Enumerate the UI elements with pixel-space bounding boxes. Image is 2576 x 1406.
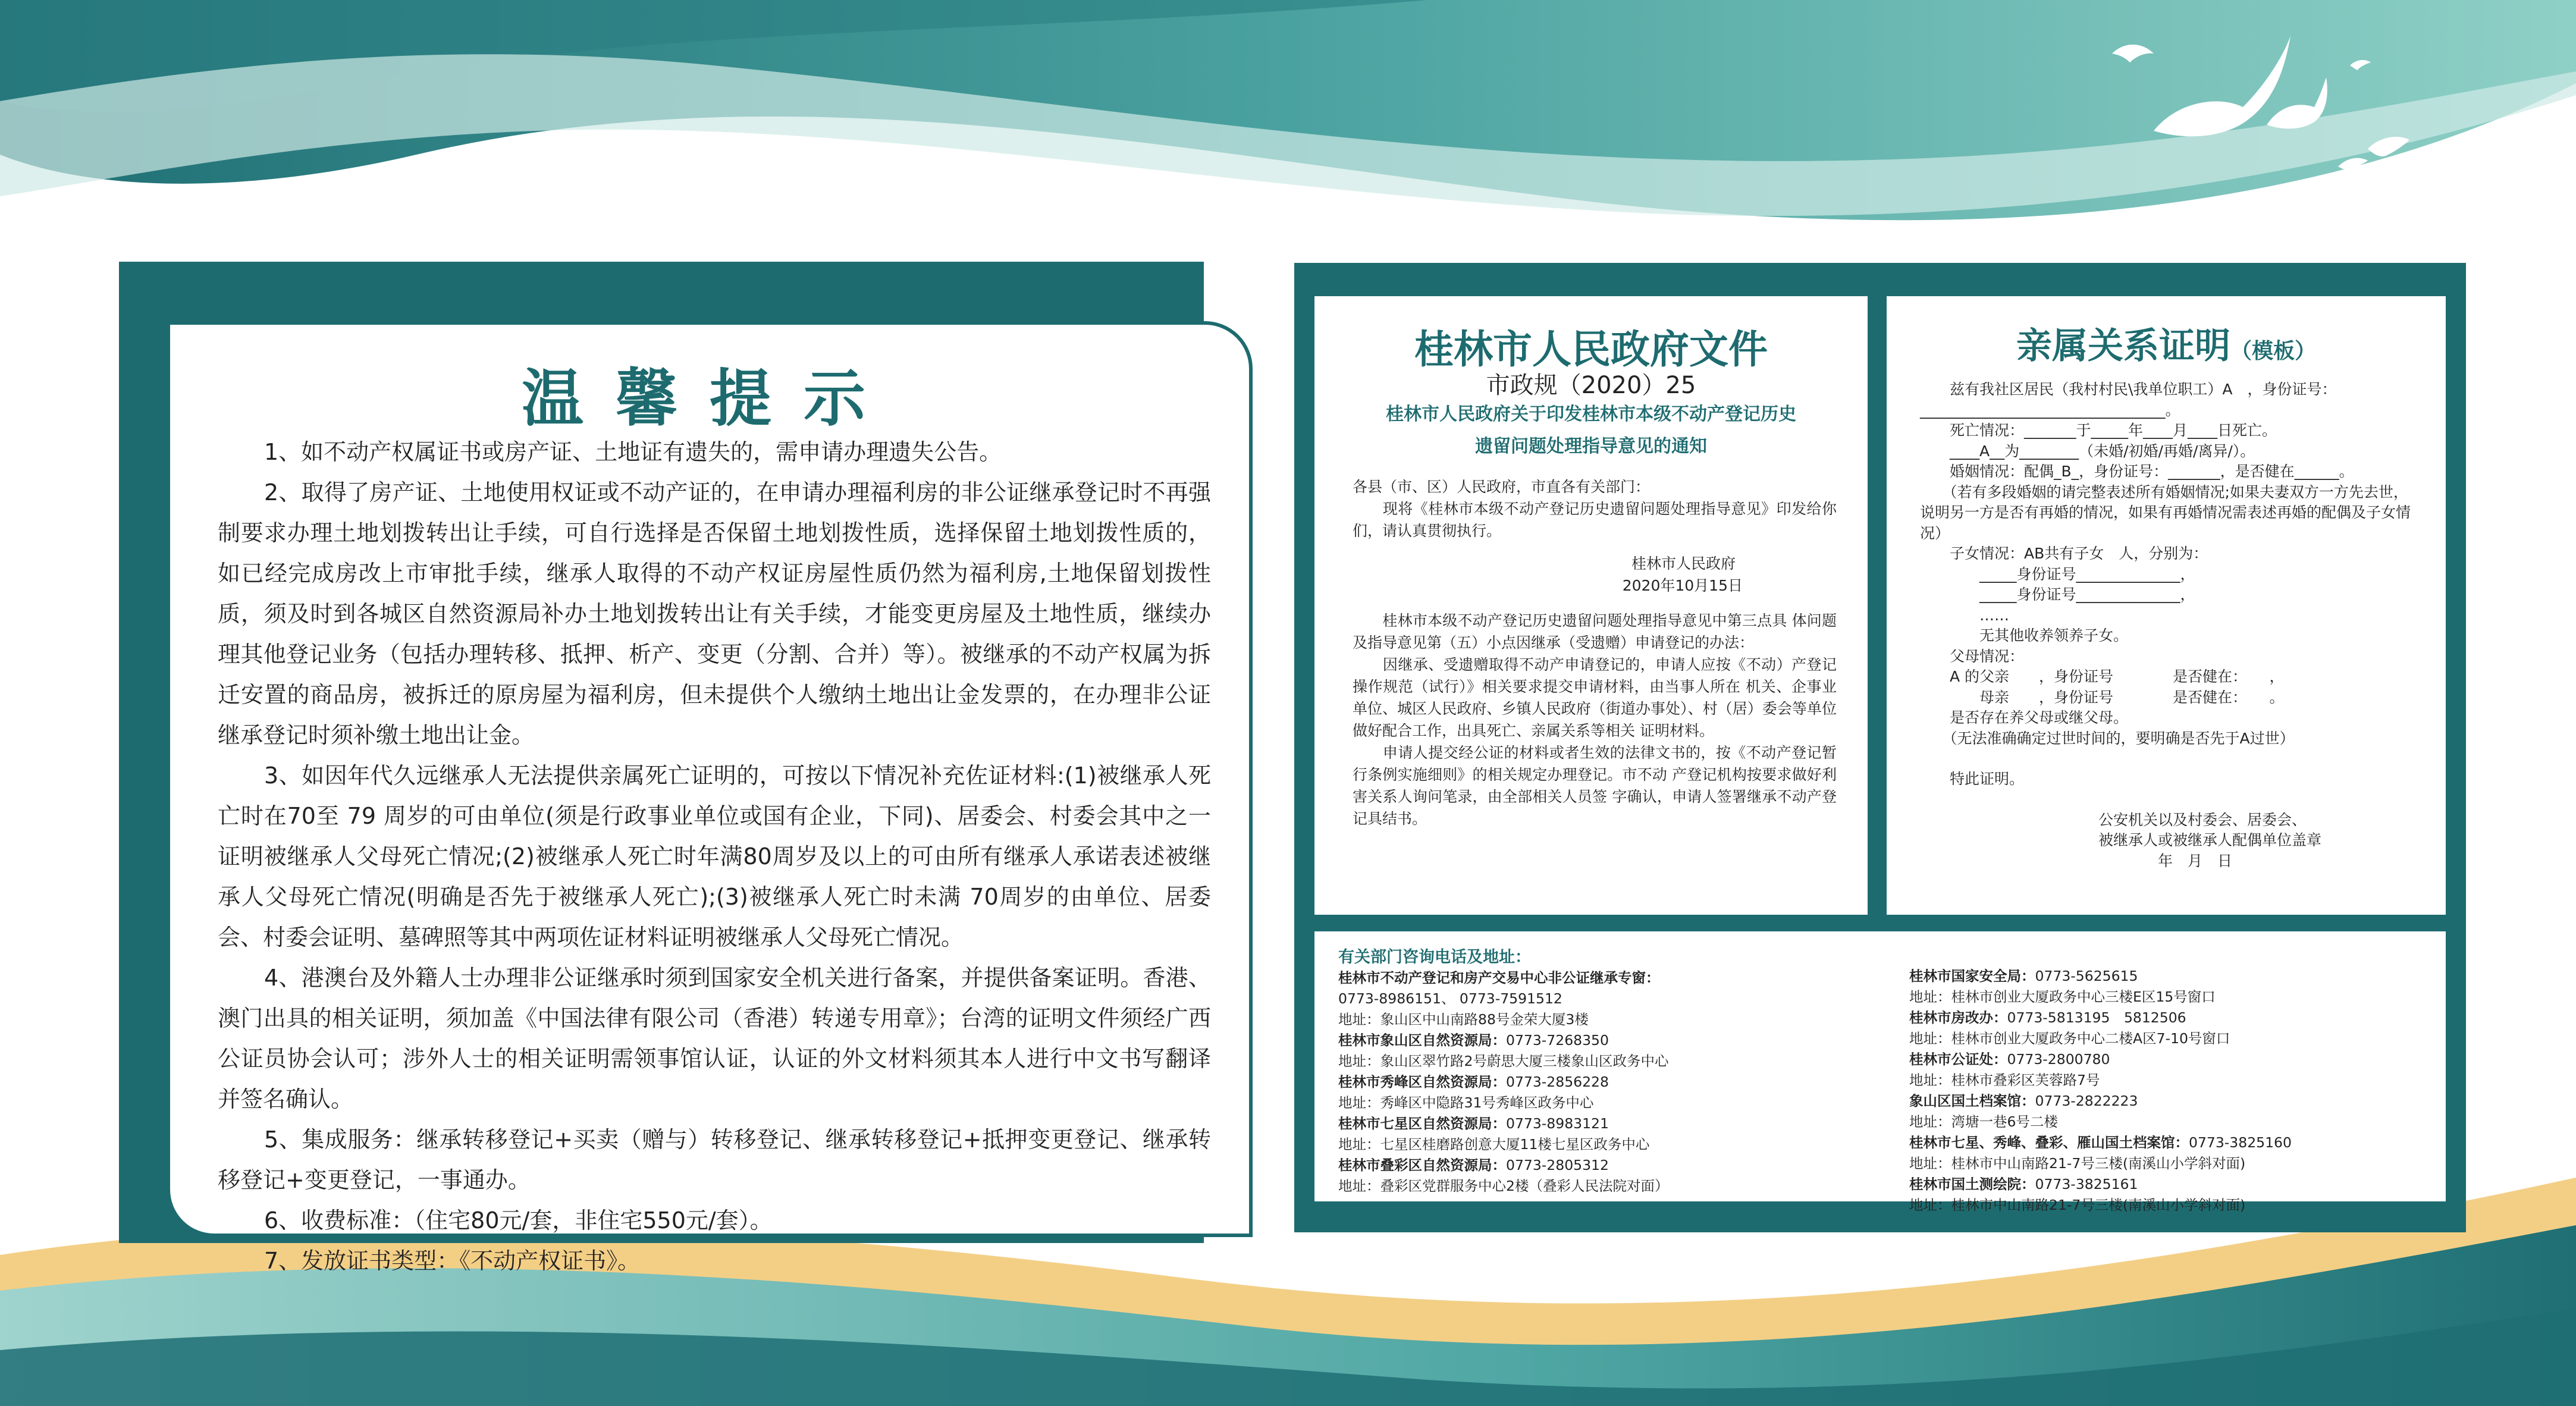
contact-entry — [1909, 1132, 2433, 1153]
relation-cert-line: A 的父亲 ，身份证号 是否健在： ， — [1920, 668, 2285, 685]
contact-column-left — [1338, 947, 1862, 1197]
notice-item: 7、发放证书类型：《不动产权证书》。 — [264, 1248, 641, 1274]
gov-doc-date: 2020年10月15日 — [1622, 577, 1743, 594]
relation-cert-line: …… — [1920, 606, 2010, 624]
contact-column-right — [1909, 966, 2433, 1216]
gov-doc-paragraph: 因继承、受遗赠取得不动产申请登记的，申请人应按《不动）产登记操作规范（试行）》相关要求提交申请材料，由当事人所在 机关、企事业单位、城区人民政府、乡镇人民政府（街道办事处）、村（居）委会等单位做好配合工作，出具死亡、亲属关系等相关 证明材料。 — [1353, 656, 1837, 739]
relation-cert-line: 公安机关以及村委会、居委会、 — [1920, 811, 2307, 828]
gov-doc-number: 市政规（2020）25 — [1486, 372, 1696, 399]
gov-doc-subtitle-line: 桂林市人民政府关于印发桂林市本级不动产登记历史 — [1386, 404, 1796, 425]
relation-cert-line: ____A__为________（未婚/初婚/再婚/离异/）。 — [1920, 442, 2255, 460]
contact-phone: 0773-8983121 — [1506, 1115, 1609, 1132]
contact-name: 桂林市秀峰区自然资源局： — [1338, 1074, 1506, 1090]
notice-title: 温馨提示 — [521, 362, 898, 435]
relation-certificate-card — [1887, 296, 2446, 915]
gov-doc-paragraph: 申请人提交经公证的材料或者生效的法律文书的，按《不动产登记暂行条例实施细则》的相关规定办理登记。市不动 产登记机构按要求做好利害关系人询问笔录，由全部相关人员签 字确认，申请人签署继承不动产登记具结书。 — [1353, 744, 1837, 827]
contact-name: 桂林市七星、秀峰、叠彩、雁山国土档案馆： — [1909, 1134, 2189, 1151]
contact-entry — [1909, 1049, 2433, 1070]
contact-phone: 0773-5625615 — [2035, 968, 2138, 984]
contact-phone: 0773-7268350 — [1506, 1032, 1609, 1049]
relation-cert-line — [1920, 749, 2422, 769]
contact-entry — [1338, 1113, 1862, 1134]
relation-cert-title-text: 亲属关系证明 — [2016, 325, 2230, 367]
relation-cert-line: （若有多段婚姻的请完整表述所有婚姻情况;如果夫妻双方一方先去世，说明另一方是否有再婚的情况，如果有再婚情况需表述再婚的配偶及子女情况） — [1920, 483, 2411, 542]
gov-doc-paragraph: 各县（市、区）人民政府，市直各有关部门： — [1353, 478, 1651, 495]
relation-cert-line: _____身份证号______________， — [1920, 565, 2195, 583]
contact-phone: 0773-5813195 5812506 — [2007, 1009, 2186, 1026]
contact-phone: 0773-2822223 — [2035, 1093, 2138, 1109]
contact-entry — [1338, 968, 1862, 988]
relation-cert-line: （无法准确确定过世时间的，要明确是否先于A过世） — [1920, 729, 2295, 747]
relation-cert-line: 被继承人或被继承人配偶单位盖章 — [1920, 831, 2322, 849]
contact-address: 地址：湾塘一巷6号二楼 — [1909, 1113, 2058, 1130]
gov-doc-subtitle — [1314, 398, 1868, 463]
contact-entry — [1909, 966, 2433, 987]
relation-cert-line — [1920, 790, 2422, 810]
contact-entry — [1338, 988, 1862, 1009]
relation-cert-line: _____身份证号______________， — [1920, 586, 2195, 603]
contact-name: 桂林市叠彩区自然资源局： — [1338, 1157, 1506, 1173]
contact-address: 地址：秀峰区中隐路31号秀峰区政务中心 — [1338, 1094, 1594, 1111]
notice-list — [218, 432, 1211, 1281]
contact-card — [1314, 931, 2446, 1213]
contact-name: 桂林市七星区自然资源局： — [1338, 1115, 1506, 1132]
relation-cert-template-note: （模板） — [2230, 339, 2316, 363]
gov-document-card — [1314, 296, 1868, 915]
relation-cert-line: 是否存在养父母或继父母。 — [1920, 709, 2129, 726]
relation-cert-line: 父母情况： — [1920, 647, 2025, 665]
notice-item: 5、集成服务：继承转移登记+买卖（赠与）转移登记、继承转移登记+抵押变更登记、继承转移登记+变更登记，一事通办。 — [218, 1126, 1211, 1193]
contact-entry — [1338, 1155, 1862, 1176]
contact-header: 有关部门咨询电话及地址： — [1338, 948, 1531, 966]
contact-entry — [1338, 1030, 1862, 1051]
relation-cert-title — [1887, 318, 2446, 369]
notice-panel — [167, 321, 1253, 1274]
relation-cert-line: 特此证明。 — [1920, 770, 2025, 787]
notice-item: 2、取得了房产证、土地使用权证或不动产证的，在申请办理福利房的非公证继承登记时不再强制要求办理土地划拨转出让手续，可自行选择是否保留土地划拨性质，选择保留土地划拨性质的，如已经完成房改上市审批手续，继承人取得的不动产权证房屋性质仍然为福利房,土地保留划拨性质，须及时到各城区自然资源局补办土地划拨转出让有关手续，才能变更房屋及土地性质，继续办理其他登记业务（包括办理转移、抵押、析产、变更（分割、合并）等）。被继承的不动产权属为拆迁安置的商品房，被拆迁的原房屋为福利房，但未提供个人缴纳土地出让金发票的，在办理非公证继承登记时须补缴土地出让金。 — [218, 479, 1211, 748]
contact-phone: 0773-3825161 — [2035, 1176, 2138, 1192]
relation-cert-line: 婚姻情况：配偶_B_，身份证号：_______，是否健在______。 — [1920, 463, 2354, 480]
dove-flock-icon — [2088, 30, 2421, 184]
relation-cert-body — [1920, 379, 2422, 871]
contact-phone: 0773-8986151、 0773-7591512 — [1338, 990, 1562, 1007]
contact-address: 地址：桂林市创业大厦政务中心二楼A区7-10号窗口 — [1909, 1030, 2230, 1047]
contact-name: 象山区国土档案馆： — [1909, 1093, 2035, 1109]
relation-cert-line: 子女情况：AB共有子女 人，分别为： — [1920, 545, 2208, 562]
contact-name: 桂林市不动产登记和房产交易中心非公证继承专窗： — [1338, 969, 1660, 986]
notice-item: 1、如不动产权属证书或房产证、土地证有遗失的，需申请办理遗失公告。 — [264, 439, 1002, 465]
contact-phone: 0773-2856228 — [1506, 1074, 1609, 1090]
contact-name: 桂林市国家安全局： — [1909, 968, 2035, 984]
contact-address: 地址：桂林市中山南路21-7号三楼(南溪山小学斜对面) — [1909, 1155, 2246, 1172]
gov-doc-paragraph: 桂林市本级不动产登记历史遗留问题处理指导意见中第三点具 体问题及指导意见第（五）小点因继承（受遗赠）申请登记的办法： — [1353, 612, 1837, 651]
gov-doc-title: 桂林市人民政府文件 — [1414, 327, 1768, 372]
relation-cert-line: 死亡情况：_______于_____年____月____日死亡。 — [1920, 422, 2277, 439]
contact-entry — [1909, 1091, 2433, 1112]
notice-item: 3、如因年代久远继承人无法提供亲属死亡证明的，可按以下情况补充佐证材料:(1)被继承人死亡时在70至 79 周岁的可由单位(须是行政事业单位或国有企业，下同)、居委会、村委会其中之一证明被继承人父母死亡情况;(2)被继承人死亡时年满80周岁及以上的可由所有继承人承诺表述被继承人父母死亡情况(明确是否先于被继承人死亡);(3)被继承人死亡时未满 70周岁的由单位、居委会、村委会证明、墓碑照等其中两项佐证材料证明被继承人父母死亡情况。 — [218, 762, 1211, 950]
contact-phone: 0773-3825160 — [2189, 1134, 2292, 1151]
contact-address: 地址：桂林市中山南路21-7号三楼(南溪山小学斜对面) — [1909, 1197, 2246, 1213]
notice-item: 6、收费标准：（住宅80元/套，非住宅550元/套）。 — [264, 1207, 773, 1234]
contact-address: 地址：象山区翠竹路2号蔚思大厦三楼象山区政务中心 — [1338, 1053, 1669, 1069]
contact-address: 地址：象山区中山南路88号金荣大厦3楼 — [1338, 1011, 1589, 1028]
gov-doc-subtitle-line: 遗留问题处理指导意见的通知 — [1475, 436, 1707, 457]
contact-phone: 0773-2800780 — [2007, 1051, 2110, 1068]
relation-cert-line: 母亲 ，身份证号 是否健在： 。 — [1920, 688, 2285, 706]
contact-name: 桂林市房改办： — [1909, 1009, 2007, 1026]
contact-phone: 0773-2805312 — [1506, 1157, 1609, 1173]
contact-entry — [1909, 1008, 2433, 1028]
contact-address: 地址：桂林市创业大厦政务中心三楼E区15号窗口 — [1909, 988, 2216, 1005]
gov-doc-signature: 桂林市人民政府 — [1631, 555, 1736, 572]
contact-address: 地址：叠彩区党群服务中心2楼（叠彩人民法院对面） — [1338, 1178, 1669, 1194]
contact-entry — [1909, 1174, 2433, 1195]
contact-name: 桂林市象山区自然资源局： — [1338, 1032, 1506, 1049]
relation-cert-line: 年 月 日 — [1920, 852, 2233, 870]
notice-item: 4、港澳台及外籍人士办理非公证继承时须到国家安全机关进行备案，并提供备案证明。香港、澳门出具的相关证明，须加盖《中国法律有限公司（香港）转递专用章》；台湾的证明文件须经广西公证员协会认可；涉外人士的相关证明需领事馆认证，认证的外文材料须其本人进行中文书写翻译并签名确认。 — [218, 965, 1211, 1112]
gov-doc-paragraph: 现将《桂林市本级不动产登记历史遗留问题处理指导意见》印发给你们，请认真贯彻执行。 — [1353, 500, 1837, 539]
contact-name: 桂林市国土测绘院： — [1909, 1176, 2035, 1192]
relation-cert-line: 无其他收养领养子女。 — [1920, 627, 2129, 644]
contact-address: 地址：七星区桂磨路创意大厦11楼七星区政务中心 — [1338, 1136, 1650, 1153]
relation-cert-line: 兹有我社区居民（我村村民\我单位职工）A ，身份证号：_________________________________。 — [1920, 381, 2337, 419]
gov-doc-body — [1353, 476, 1837, 830]
contact-name: 桂林市公证处： — [1909, 1051, 2007, 1068]
contact-address: 地址：桂林市叠彩区芙蓉路7号 — [1909, 1072, 2100, 1088]
contact-entry — [1338, 1072, 1862, 1093]
